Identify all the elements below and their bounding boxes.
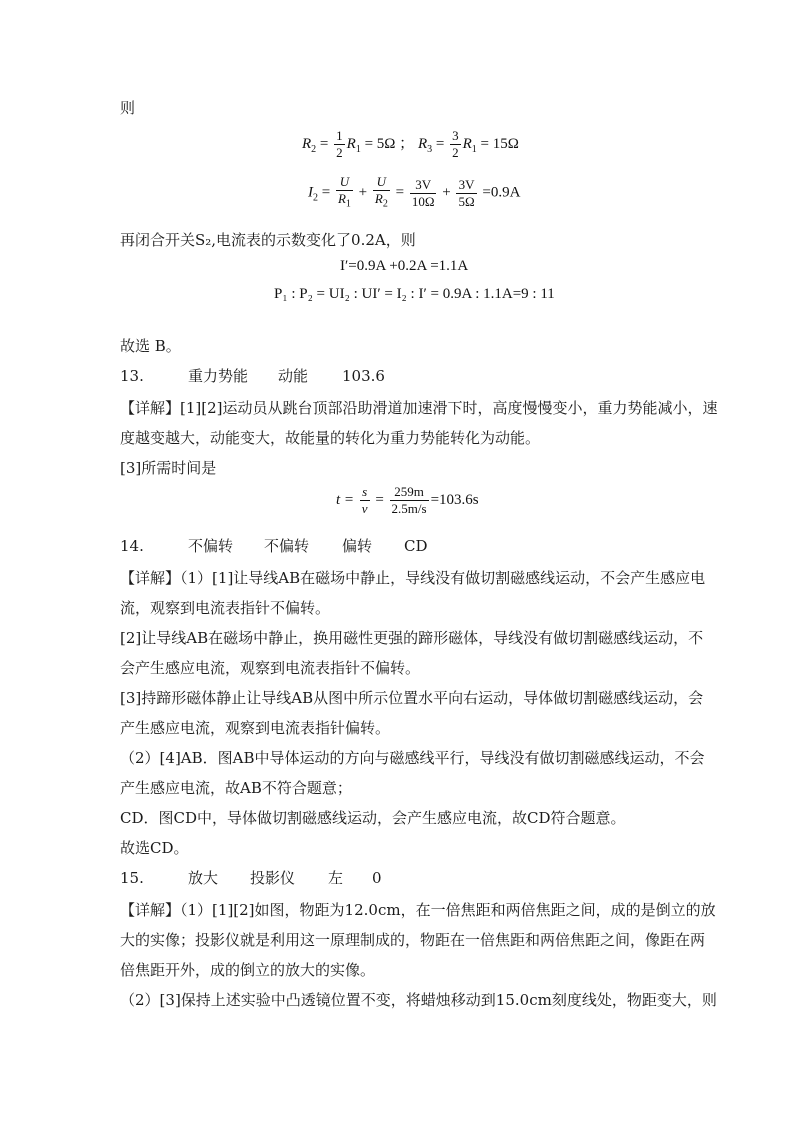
q13-answer-2: 动能 [278,367,309,385]
time-den-2: 2.5m/s [391,501,427,516]
q13-detail-2: 度越变越大，动能变大，故能量的转化为重力势能转化为动能。 [120,429,541,447]
equation-i2: $I_2$ = $\frac{U}{R_1}$ + $\frac{U}{R_2}$ = $\frac{3V}{10\Omega}$ + $\frac{3V}{5\Omega}$ =0.9A [308,174,521,210]
equation-separator: ； [399,135,415,152]
time-result: =103.6s [430,491,479,508]
q15-answer-2: 投影仪 [250,869,296,887]
time-num-2: 259m [390,484,429,501]
equation-r2-r3: $R_2$ = $\frac{1}{2}$ $R_1 = 5\Omega$ ； $R_3$ = $\frac{3}{2}$ $R_1 = 15\Omega$ [302,128,519,160]
equation-power-ratio: P₁ : P₂ = UI₂ : UI′ = I₂ : I′ = 0.9A : 1.1A=9 : 11 [274,286,555,302]
q15-line-3: 倍焦距开外，成的倒立的放大的实像。 [120,961,376,979]
intro-text: 则 [120,99,136,117]
q13-number: 13. [120,367,144,385]
q14-answer-2: 不偏转 [264,537,310,555]
q14-line-7: （2）[4]AB．图AB中导体运动的方向与磁感线平行，导线没有做切割磁感线运动，不会 [120,749,705,767]
q15-answers [120,868,382,888]
q15-answer-1: 放大 [188,869,219,887]
q14-line-5: [3]持蹄形磁体静止让导线AB从图中所示位置水平向右运动，导体做切割磁感线运动，会 [120,689,704,707]
q14-line-6: 产生感应电流，观察到电流表指针偏转。 [120,719,391,737]
equation-time: t = $\frac{s}{v}$ = $\frac{259m}{2.5m/s}$ =103.6s [336,484,479,516]
close-s2-text: 再闭合开关S₂,电流表的示数变化了0.2A，则 [120,231,416,249]
q14-line-8: 产生感应电流，故AB不符合题意； [120,779,352,797]
q15-answer-4: 0 [372,869,382,887]
q15-answer-3: 左 [328,869,344,887]
time-num-1: s [362,484,368,499]
q14-answer-4: CD [404,537,428,555]
q14-line-10: 故选CD。 [120,839,189,857]
q15-line-2: 大的实像；投影仪就是利用这一原理制成的，物距在一倍焦距和两倍焦距之间，像距在两 [120,931,706,949]
q14-answers [120,536,428,556]
q15-line-4: （2）[3]保持上述实验中凸透镜位置不变，将蜡烛移动到15.0cm刻度线处，物距变大，则 [120,991,717,1009]
q14-line-2: 流，观察到电流表指针不偏转。 [120,599,331,617]
q13-detail-1: 【详解】[1][2]运动员从跳台顶部沿助滑道加速滑下时，高度慢慢变小，重力势能减小，速 [120,399,718,417]
q14-line-4: 会产生感应电流，观察到电流表指针不偏转。 [120,659,421,677]
q14-number: 14. [120,537,144,555]
q13-answer-3: 103.6 [342,367,385,385]
q13-answers [120,366,385,386]
q15-number: 15. [120,869,144,887]
q13-detail-3: [3]所需时间是 [120,459,217,477]
q14-answer-3: 偏转 [342,537,373,555]
q13-answer-1: 重力势能 [188,367,249,385]
q14-line-3: [2]让导线AB在磁场中静止，换用磁性更强的蹄形磁体，导线没有做切割磁感线运动，不 [120,629,704,647]
q14-answer-1: 不偏转 [188,537,234,555]
q14-line-1: 【详解】（1）[1]让导线AB在磁场中静止，导线没有做切割磁感线运动，不会产生感应电 [120,569,706,587]
answer-b: 故选 B。 [120,337,181,355]
time-den-1: v [361,501,368,516]
q14-line-9: CD．图CD中，导体做切割磁感线运动，会产生感应电流，故CD符合题意。 [120,809,626,827]
equation-i-prime: I′=0.9A +0.2A =1.1A [340,258,469,274]
time-lhs: t = [336,491,355,508]
q15-line-1: 【详解】（1）[1][2]如图，物距为12.0cm，在一倍焦距和两倍焦距之间，成的是倒立的放 [120,901,716,919]
